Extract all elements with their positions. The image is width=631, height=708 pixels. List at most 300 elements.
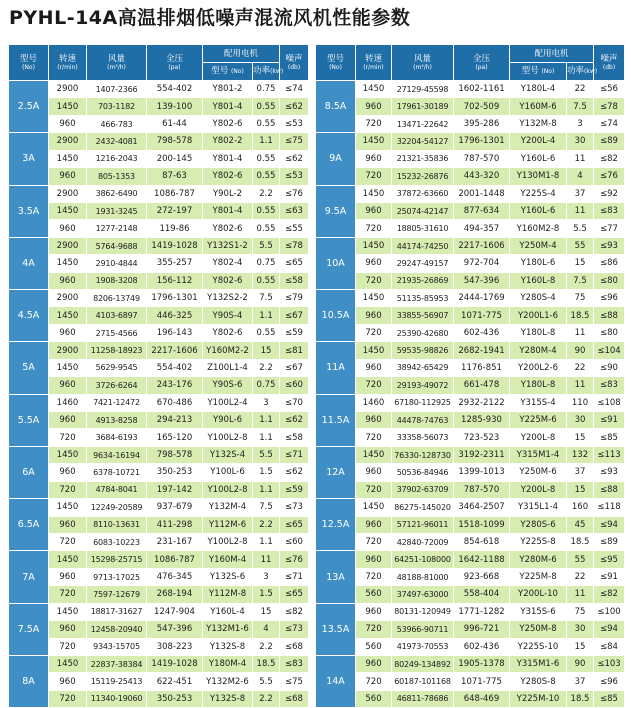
power-cell: 15: [567, 429, 594, 446]
pressure-cell: 2932-2122: [454, 394, 510, 411]
pressure-cell: 558-404: [454, 586, 510, 603]
table-row: [9, 150, 309, 167]
noise-cell: ≤88: [594, 481, 625, 498]
noise-cell: ≤67: [280, 307, 309, 324]
noise-cell: ≤62: [280, 412, 309, 429]
power-cell: 1.1: [253, 412, 280, 429]
noise-cell: ≤88: [594, 307, 625, 324]
table-row: [9, 568, 309, 585]
model-cell: 10.5A: [316, 290, 356, 342]
motor-model-cell: Y132S1-2: [203, 237, 253, 254]
power-cell: 1.1: [253, 133, 280, 150]
motor-model-cell: Y100L-6: [203, 464, 253, 481]
pressure-cell: 1399-1013: [454, 464, 510, 481]
noise-cell: ≤91: [594, 568, 625, 585]
pressure-cell: 602-436: [454, 638, 510, 655]
table-row: [316, 377, 625, 394]
speed-cell: 720: [356, 324, 392, 341]
noise-cell: ≤82: [594, 586, 625, 603]
pressure-cell: 1419-1028: [147, 237, 203, 254]
speed-cell: 720: [356, 220, 392, 237]
table-row: [316, 568, 625, 585]
flow-cell: 50536-84946: [392, 464, 454, 481]
speed-cell: 960: [49, 568, 87, 585]
flow-cell: 1277-2148: [87, 220, 147, 237]
pressure-cell: 1642-1188: [454, 551, 510, 568]
noise-cell: ≤62: [280, 464, 309, 481]
power-cell: 7.5: [567, 272, 594, 289]
power-cell: 18.5: [253, 655, 280, 672]
noise-cell: ≤56: [594, 81, 625, 98]
noise-cell: ≤59: [280, 324, 309, 341]
motor-model-cell: Y100L2-8: [203, 481, 253, 498]
power-cell: 5.5: [253, 446, 280, 463]
power-cell: 1.5: [253, 586, 280, 603]
noise-cell: ≤95: [594, 551, 625, 568]
power-cell: 110: [567, 394, 594, 411]
pressure-cell: 119-86: [147, 220, 203, 237]
speed-cell: 720: [356, 168, 392, 185]
speed-cell: 2900: [49, 185, 87, 202]
table-row: [9, 586, 309, 603]
flow-cell: 44478-74763: [392, 412, 454, 429]
noise-cell: ≤55: [280, 220, 309, 237]
power-cell: 0.55: [253, 324, 280, 341]
noise-cell: ≤73: [280, 621, 309, 638]
motor-model-cell: Y280S-8: [510, 673, 567, 690]
motor-model-cell: Y200L-4: [510, 133, 567, 150]
pressure-cell: 1796-1301: [147, 290, 203, 307]
table-row: [316, 237, 625, 254]
flow-cell: 29193-49072: [392, 377, 454, 394]
table-row: [9, 168, 309, 185]
power-cell: 18.5: [567, 690, 594, 707]
flow-cell: 466-783: [87, 115, 147, 132]
flow-cell: 25390-42680: [392, 324, 454, 341]
table-row: [316, 638, 625, 655]
header-noise: 噪声 (db): [280, 45, 309, 81]
noise-cell: ≤68: [280, 638, 309, 655]
speed-cell: 960: [49, 377, 87, 394]
pressure-cell: 2217-1606: [147, 342, 203, 359]
power-cell: 15: [567, 638, 594, 655]
flow-cell: 48188-81000: [392, 568, 454, 585]
pressure-cell: 494-357: [454, 220, 510, 237]
flow-cell: 80249-134892: [392, 655, 454, 672]
model-cell: 6.5A: [9, 499, 49, 551]
model-cell: 13.5A: [316, 603, 356, 655]
power-cell: 37: [567, 464, 594, 481]
noise-cell: ≤68: [280, 690, 309, 707]
speed-cell: 960: [49, 516, 87, 533]
speed-cell: 2900: [49, 237, 87, 254]
pressure-cell: 1071-775: [454, 673, 510, 690]
noise-cell: ≤58: [280, 429, 309, 446]
table-row: [316, 621, 625, 638]
motor-model-cell: Y132M-4: [203, 499, 253, 516]
speed-cell: 1450: [49, 98, 87, 115]
flow-cell: 7421-12472: [87, 394, 147, 411]
pressure-cell: 350-253: [147, 464, 203, 481]
motor-model-cell: Y200L2-6: [510, 359, 567, 376]
speed-cell: 2900: [49, 290, 87, 307]
noise-cell: ≤82: [280, 603, 309, 620]
speed-cell: 960: [49, 621, 87, 638]
noise-cell: ≤85: [594, 690, 625, 707]
table-row: [316, 690, 625, 707]
power-cell: 5.5: [567, 220, 594, 237]
motor-model-cell: Y132S2-2: [203, 290, 253, 307]
speed-cell: 1450: [49, 446, 87, 463]
flow-cell: 4913-8258: [87, 412, 147, 429]
model-cell: 9A: [316, 133, 356, 185]
pressure-cell: 355-257: [147, 255, 203, 272]
table-row: [9, 655, 309, 672]
table-row: [316, 446, 625, 463]
noise-cell: ≤90: [594, 359, 625, 376]
motor-model-cell: Y315M1-6: [510, 655, 567, 672]
pressure-cell: 622-451: [147, 673, 203, 690]
flow-cell: 27129-45598: [392, 81, 454, 98]
pressure-cell: 1602-1161: [454, 81, 510, 98]
flow-cell: 11340-19060: [87, 690, 147, 707]
motor-model-cell: Y280M-4: [510, 342, 567, 359]
speed-cell: 960: [356, 359, 392, 376]
table-row: [316, 150, 625, 167]
pressure-cell: 411-298: [147, 516, 203, 533]
flow-cell: 8206-13749: [87, 290, 147, 307]
table-row: [9, 394, 309, 411]
table-header: [9, 45, 309, 81]
power-cell: 5.5: [253, 673, 280, 690]
noise-cell: ≤118: [594, 499, 625, 516]
motor-model-cell: Y250M-4: [510, 237, 567, 254]
motor-model-cell: Y132M1-6: [203, 621, 253, 638]
table-row: [9, 133, 309, 150]
power-cell: 15: [567, 481, 594, 498]
speed-cell: 960: [49, 220, 87, 237]
table-row: [316, 412, 625, 429]
noise-cell: ≤71: [280, 568, 309, 585]
header-model: 型号 (No): [316, 45, 356, 81]
table-row: [9, 533, 309, 550]
flow-cell: 18817-31627: [87, 603, 147, 620]
speed-cell: 1450: [356, 237, 392, 254]
speed-cell: 560: [356, 586, 392, 603]
header-pressure: 全压 (pa): [454, 45, 510, 81]
motor-model-cell: Y90L-2: [203, 185, 253, 202]
pressure-cell: 3192-2311: [454, 446, 510, 463]
noise-cell: ≤82: [594, 150, 625, 167]
power-cell: 2.2: [253, 638, 280, 655]
speed-cell: 1450: [49, 499, 87, 516]
model-cell: 4A: [9, 237, 49, 289]
noise-cell: ≤96: [594, 290, 625, 307]
flow-cell: 37902-63709: [392, 481, 454, 498]
table-row: [9, 115, 309, 132]
motor-model-cell: Y280S-4: [510, 290, 567, 307]
speed-cell: 720: [49, 429, 87, 446]
pressure-cell: 702-509: [454, 98, 510, 115]
power-cell: 0.75: [253, 255, 280, 272]
noise-cell: ≤113: [594, 446, 625, 463]
noise-cell: ≤91: [594, 412, 625, 429]
table-row: [316, 481, 625, 498]
power-cell: 2.2: [253, 185, 280, 202]
flow-cell: 22837-38384: [87, 655, 147, 672]
pressure-cell: 196-143: [147, 324, 203, 341]
speed-cell: 1450: [356, 342, 392, 359]
table-row: [316, 394, 625, 411]
noise-cell: ≤79: [280, 290, 309, 307]
speed-cell: 960: [356, 516, 392, 533]
table-row: [316, 516, 625, 533]
pressure-cell: 156-112: [147, 272, 203, 289]
noise-cell: ≤53: [280, 115, 309, 132]
speed-cell: 1450: [356, 446, 392, 463]
table-row: [316, 586, 625, 603]
motor-model-cell: Y160L-6: [510, 150, 567, 167]
noise-cell: ≤83: [280, 655, 309, 672]
pressure-cell: 798-578: [147, 133, 203, 150]
noise-cell: ≤58: [280, 272, 309, 289]
table-row: [316, 98, 625, 115]
motor-model-cell: Y225S-4: [510, 185, 567, 202]
header-pressure: 全压 (pa): [147, 45, 203, 81]
flow-cell: 15298-25715: [87, 551, 147, 568]
flow-cell: 1931-3245: [87, 202, 147, 219]
power-cell: 0.55: [253, 98, 280, 115]
noise-cell: ≤89: [594, 133, 625, 150]
power-cell: 30: [567, 412, 594, 429]
power-cell: 75: [567, 603, 594, 620]
noise-cell: ≤65: [280, 586, 309, 603]
flow-cell: 3684-6193: [87, 429, 147, 446]
motor-model-cell: Y802-6: [203, 272, 253, 289]
power-cell: 90: [567, 655, 594, 672]
noise-cell: ≤53: [280, 168, 309, 185]
pressure-cell: 602-436: [454, 324, 510, 341]
table-row: [316, 168, 625, 185]
noise-cell: ≤93: [594, 237, 625, 254]
noise-cell: ≤93: [594, 464, 625, 481]
speed-cell: 720: [356, 429, 392, 446]
model-cell: 6A: [9, 446, 49, 498]
speed-cell: 1450: [356, 133, 392, 150]
motor-model-cell: Y160L-6: [510, 202, 567, 219]
speed-cell: 1450: [49, 655, 87, 672]
flow-cell: 64251-108000: [392, 551, 454, 568]
speed-cell: 960: [49, 464, 87, 481]
speed-cell: 720: [356, 481, 392, 498]
motor-model-cell: Y802-4: [203, 255, 253, 272]
power-cell: 11: [567, 377, 594, 394]
power-cell: 1.5: [253, 464, 280, 481]
flow-cell: 29247-49157: [392, 255, 454, 272]
flow-cell: 46811-78686: [392, 690, 454, 707]
flow-cell: 86275-145020: [392, 499, 454, 516]
pressure-cell: 1086-787: [147, 551, 203, 568]
table-row: [9, 81, 309, 98]
table-row: [9, 481, 309, 498]
flow-cell: 4784-8041: [87, 481, 147, 498]
speed-cell: 960: [49, 412, 87, 429]
motor-model-cell: Y801-4: [203, 150, 253, 167]
motor-model-cell: Y225M-8: [510, 568, 567, 585]
pressure-cell: 554-402: [147, 359, 203, 376]
model-cell: 3A: [9, 133, 49, 185]
flow-cell: 703-1182: [87, 98, 147, 115]
table-body: [9, 81, 309, 708]
table-row: [9, 499, 309, 516]
table-row: [316, 272, 625, 289]
header-flow: 风量 (m³/h): [87, 45, 147, 81]
model-cell: 7A: [9, 551, 49, 603]
table-row: [9, 185, 309, 202]
noise-cell: ≤103: [594, 655, 625, 672]
flow-cell: 51135-85953: [392, 290, 454, 307]
noise-cell: ≤74: [594, 115, 625, 132]
pressure-cell: 554-402: [147, 81, 203, 98]
pressure-cell: 1796-1301: [454, 133, 510, 150]
flow-cell: 57121-96011: [392, 516, 454, 533]
speed-cell: 960: [49, 324, 87, 341]
power-cell: 22: [567, 568, 594, 585]
noise-cell: ≤86: [594, 255, 625, 272]
motor-model-cell: Y160L-4: [203, 603, 253, 620]
model-cell: 11A: [316, 342, 356, 394]
header-noise: 噪声 (db): [594, 45, 625, 81]
table-row: [9, 307, 309, 324]
motor-model-cell: Y225S-10: [510, 638, 567, 655]
flow-cell: 5764-9688: [87, 237, 147, 254]
speed-cell: 1450: [49, 603, 87, 620]
pressure-cell: 723-523: [454, 429, 510, 446]
flow-cell: 60187-101168: [392, 673, 454, 690]
flow-cell: 37872-63660: [392, 185, 454, 202]
speed-cell: 720: [356, 377, 392, 394]
flow-cell: 4103-6897: [87, 307, 147, 324]
flow-cell: 59535-98826: [392, 342, 454, 359]
power-cell: 2.2: [253, 359, 280, 376]
speed-cell: 1450: [356, 185, 392, 202]
motor-model-cell: Y100L2-4: [203, 394, 253, 411]
motor-model-cell: Y200L-8: [510, 429, 567, 446]
table-row: [316, 290, 625, 307]
power-cell: 18.5: [567, 307, 594, 324]
table-body: [316, 81, 625, 708]
motor-model-cell: Y160L-8: [510, 272, 567, 289]
pressure-cell: 972-704: [454, 255, 510, 272]
power-cell: 22: [567, 81, 594, 98]
pressure-cell: 1419-1028: [147, 655, 203, 672]
table-row: [9, 98, 309, 115]
power-cell: 30: [567, 133, 594, 150]
speed-cell: 960: [356, 255, 392, 272]
noise-cell: ≤100: [594, 603, 625, 620]
table-row: [9, 377, 309, 394]
noise-cell: ≤76: [280, 551, 309, 568]
table-row: [316, 324, 625, 341]
speed-cell: 960: [49, 168, 87, 185]
noise-cell: ≤83: [594, 377, 625, 394]
motor-model-cell: Y90S-4: [203, 307, 253, 324]
table-row: [316, 464, 625, 481]
table-row: [316, 202, 625, 219]
power-cell: 0.55: [253, 220, 280, 237]
power-cell: 75: [567, 290, 594, 307]
table-row: [9, 516, 309, 533]
model-cell: 13A: [316, 551, 356, 603]
flow-cell: 1407-2366: [87, 81, 147, 98]
pressure-cell: 787-570: [454, 150, 510, 167]
model-cell: 12.5A: [316, 499, 356, 551]
table-row: [9, 324, 309, 341]
flow-cell: 33358-56073: [392, 429, 454, 446]
table-row: [316, 655, 625, 672]
model-cell: 7.5A: [9, 603, 49, 655]
motor-model-cell: Y132M-8: [510, 115, 567, 132]
table-row: [9, 551, 309, 568]
performance-table-right: [315, 44, 625, 708]
table-row: [316, 307, 625, 324]
noise-cell: ≤73: [280, 499, 309, 516]
noise-cell: ≤74: [280, 81, 309, 98]
motor-model-cell: Y280M-6: [510, 551, 567, 568]
noise-cell: ≤85: [594, 429, 625, 446]
speed-cell: 2900: [49, 81, 87, 98]
noise-cell: ≤81: [280, 342, 309, 359]
header-motor-model: 型号 (No): [203, 63, 253, 81]
power-cell: 0.75: [253, 377, 280, 394]
flow-cell: 18805-31610: [392, 220, 454, 237]
motor-model-cell: Y112M-6: [203, 516, 253, 533]
speed-cell: 1450: [356, 81, 392, 98]
power-cell: 0.55: [253, 115, 280, 132]
header-motor-model: 型号 (No): [510, 63, 567, 81]
speed-cell: 720: [49, 586, 87, 603]
model-cell: 10A: [316, 237, 356, 289]
noise-cell: ≤59: [280, 481, 309, 498]
noise-cell: ≤78: [594, 98, 625, 115]
pressure-cell: 2001-1448: [454, 185, 510, 202]
power-cell: 0.75: [253, 81, 280, 98]
speed-cell: 720: [356, 533, 392, 550]
pressure-cell: 787-570: [454, 481, 510, 498]
flow-cell: 12458-20940: [87, 621, 147, 638]
model-cell: 3.5A: [9, 185, 49, 237]
flow-cell: 37497-63000: [392, 586, 454, 603]
speed-cell: 2900: [49, 133, 87, 150]
motor-model-cell: Y225M-10: [510, 690, 567, 707]
speed-cell: 560: [356, 638, 392, 655]
flow-cell: 13471-22642: [392, 115, 454, 132]
header-motor: 配用电机: [203, 45, 280, 63]
noise-cell: ≤70: [280, 394, 309, 411]
pressure-cell: 395-286: [454, 115, 510, 132]
flow-cell: 2432-4081: [87, 133, 147, 150]
pressure-cell: 200-145: [147, 150, 203, 167]
table-row: [9, 255, 309, 272]
header-flow: 风量 (m³/h): [392, 45, 454, 81]
pressure-cell: 294-213: [147, 412, 203, 429]
power-cell: 5.5: [253, 237, 280, 254]
power-cell: 160: [567, 499, 594, 516]
power-cell: 30: [567, 621, 594, 638]
table-row: [316, 115, 625, 132]
power-cell: 0.55: [253, 168, 280, 185]
table-header: [316, 45, 625, 81]
